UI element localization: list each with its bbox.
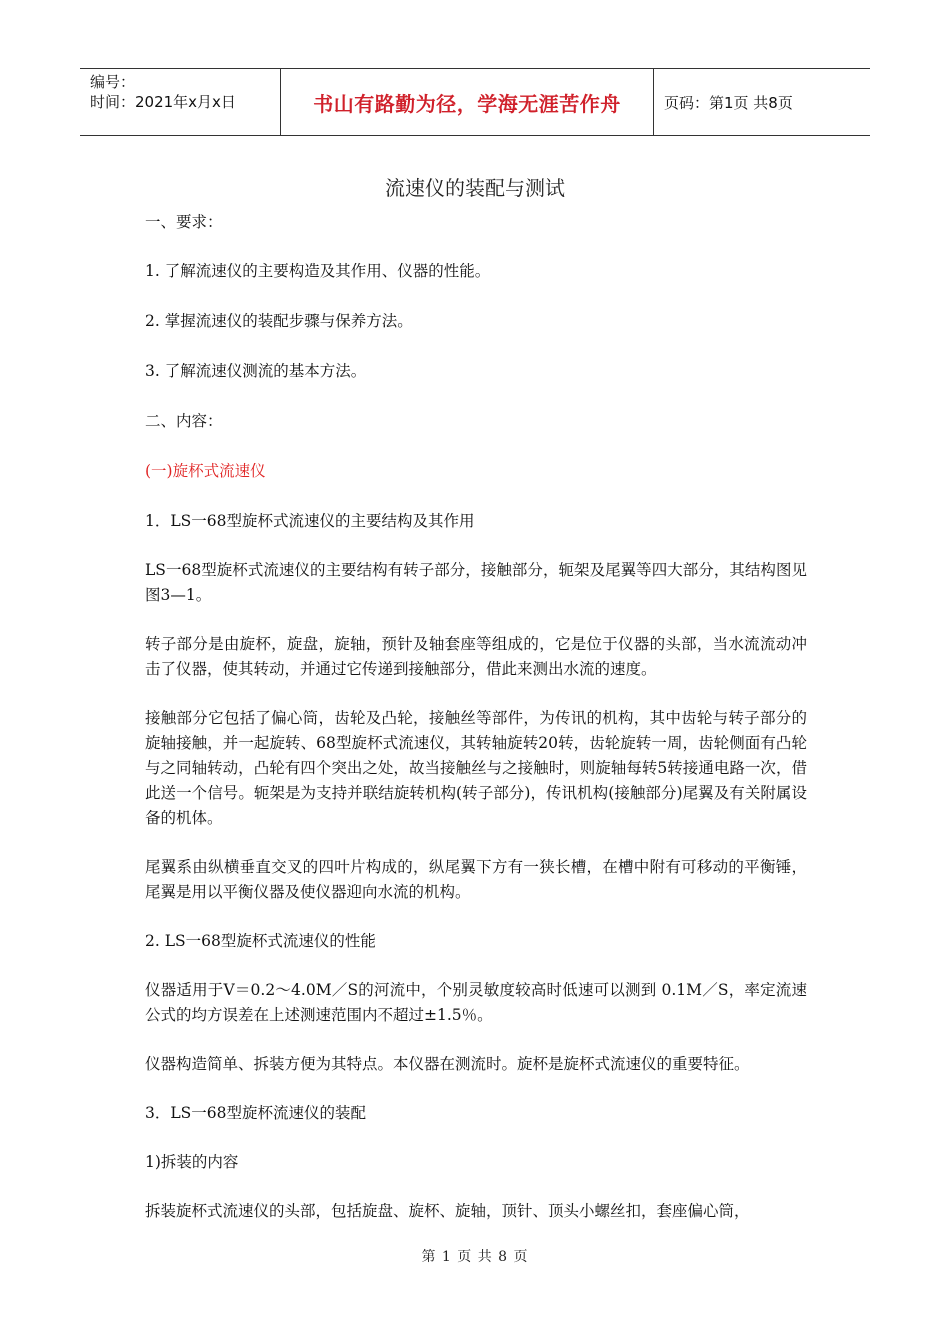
requirement-item: 1. 了解流速仪的主要构造及其作用、仪器的性能。	[145, 262, 491, 280]
document-title: 流速仪的装配与测试	[385, 176, 565, 200]
page-header	[80, 68, 870, 136]
body-paragraph: 拆装旋杯式流速仪的头部，包括旋盘、旋杯、旋轴，顶针、顶头小螺丝扣，套座偏心筒，	[145, 1202, 750, 1220]
body-paragraph: 仪器构造简单、拆装方便为其特点。本仪器在测流时。旋杯是旋杯式流速仪的重要特征。	[145, 1055, 750, 1073]
requirement-item: 3. 了解流速仪测流的基本方法。	[145, 362, 367, 380]
item-heading: 3．LS一68型旋杯流速仪的装配	[145, 1104, 366, 1122]
body-paragraph: 仪器适用于V＝0.2～4.0M／S的河流中，个别灵敏度较高时低速可以测到 0.1M／S，率定流速公式的均方误差在上述测速范围内不超过±1.5％。	[145, 981, 807, 1024]
section-heading-content: 二、内容：	[145, 412, 223, 430]
header-meta	[80, 69, 281, 135]
document-body	[145, 210, 807, 1224]
page-footer: 第 1 页 共 8 页	[421, 1249, 529, 1265]
body-paragraph: 尾翼系由纵横垂直交叉的四叶片构成的，纵尾翼下方有一狭长槽，在槽中附有可移动的平衡锤，尾翼是用以平衡仪器及使仪器迎向水流的机构。	[145, 858, 807, 901]
number-label: 编号：	[90, 73, 136, 91]
item-heading: 2. LS一68型旋杯式流速仪的性能	[145, 932, 376, 950]
section-heading-requirements: 一、要求：	[145, 213, 223, 231]
item-heading: 1．LS一68型旋杯式流速仪的主要结构及其作用	[145, 512, 475, 530]
body-paragraph: 接触部分它包括了偏心筒，齿轮及凸轮，接触丝等部件，为传讯的机构，其中齿轮与转子部分的旋轴接触，并一起旋转、68型旋杯式流速仪，其转轴旋转20转，齿轮旋转一周，齿轮侧面有凸轮与之同轴转动，凸轮有四个突出之处，故当接触丝与之接触时，则旋轴每转5转接通电路一次，借此送一个信号。轭架是为支持并联结旋转机构(转子部分)，传讯机构(接触部分)尾翼及有关附属设备的机体。	[145, 709, 807, 827]
header-page-label: 页码：第1页 共8页	[664, 93, 793, 112]
date-label: 时间：2021年x月x日	[90, 93, 236, 111]
header-motto: 书山有路勤为径，学海无涯苦作舟	[281, 69, 654, 135]
requirement-item: 2. 掌握流速仪的装配步骤与保养方法。	[145, 312, 413, 330]
body-paragraph: LS一68型旋杯式流速仪的主要结构有转子部分，接触部分，轭架及尾翼等四大部分，其结构图见图3—1。	[145, 561, 807, 604]
subsection-heading: (一)旋杯式流速仪	[145, 462, 266, 480]
body-paragraph: 转子部分是由旋杯，旋盘，旋轴，预针及轴套座等组成的，它是位于仪器的头部，当水流流动冲击了仪器，使其转动，并通过它传递到接触部分，借此来测出水流的速度。	[145, 635, 807, 678]
item-subheading: 1)拆装的内容	[145, 1153, 239, 1171]
